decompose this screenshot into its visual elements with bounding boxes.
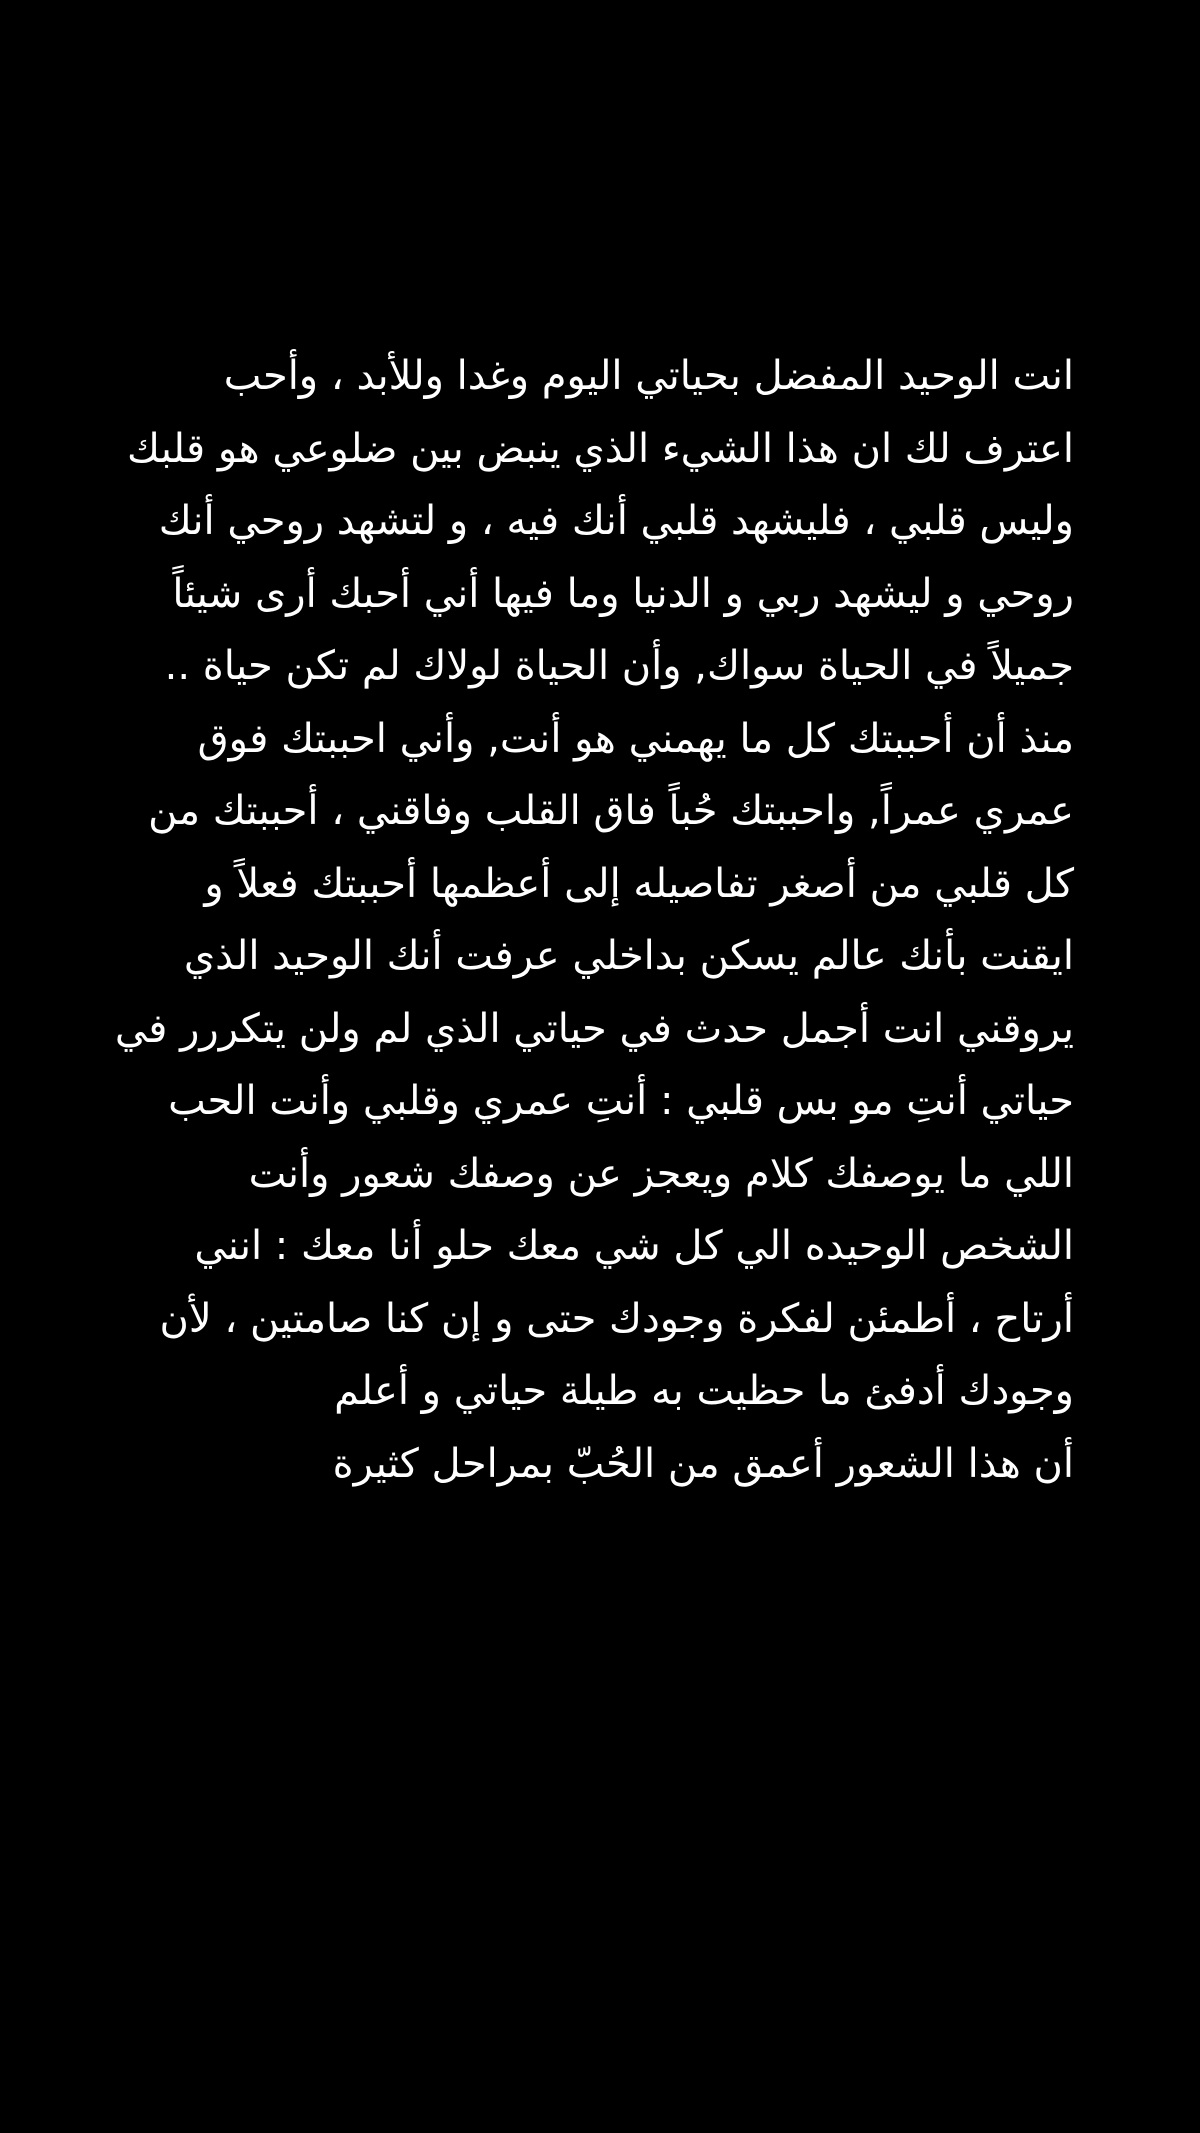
note-line: كل قلبي من أصغر تفاصيله إلى أعظمها أحببتك فعلاً و — [204, 860, 1074, 907]
note-line: انت الوحيد المفضل بحياتي اليوم وغدا وللأبد ، وأحب — [223, 353, 1074, 399]
note-line: وليس قلبي ، فليشهد قلبي أنك فيه ، و لتشهد روحي أنك — [158, 498, 1074, 544]
note-line: أن هذا الشعور أعمق من الحُبّ بمراحل كثيرة — [332, 1440, 1074, 1487]
note-text — [74, 340, 1074, 1500]
note-line: وجودك أدفئ ما حظيت به طيلة حياتي و أعلم — [334, 1368, 1074, 1414]
note-line: روحي و ليشهد ربي و الدنيا وما فيها أني أحبك أرى شيئاً — [172, 570, 1074, 617]
note-line: اعترف لك ان هذا الشيء الذي ينبض بين ضلوعي هو قلبك — [127, 425, 1074, 472]
note-line: جميلاً في الحياة سواك, وأن الحياة لولاك لم تكن حياة .. — [164, 643, 1074, 689]
note-line: ايقنت بأنك عالم يسكن بداخلي عرفت أنك الوحيد الذي — [183, 933, 1074, 979]
note-line: أرتاح ، أطمئن لفكرة وجودك حتى و إن كنا صامتين ، لأن — [159, 1295, 1074, 1342]
note-line: يروقني انت أجمل حدث في حياتي الذي لم ولن يتكررر في — [114, 1005, 1074, 1052]
note-line: منذ أن أحببتك كل ما يهمني هو أنت, وأني احببتك فوق — [197, 715, 1074, 762]
note-line: حياتي أنتِ مو بس قلبي : أنتِ عمري وقلبي وأنت الحب — [168, 1078, 1074, 1124]
note-line: الشخص الوحيده الي كل شي معك حلو أنا معك : انني — [194, 1223, 1074, 1269]
note-line: عمري عمراً, واحببتك حُباً فاق القلب وفاقني ، أحببتك من — [148, 788, 1074, 834]
note-line: اللي ما يوصفك كلام ويعجز عن وصفك شعور وأنت — [248, 1150, 1074, 1197]
